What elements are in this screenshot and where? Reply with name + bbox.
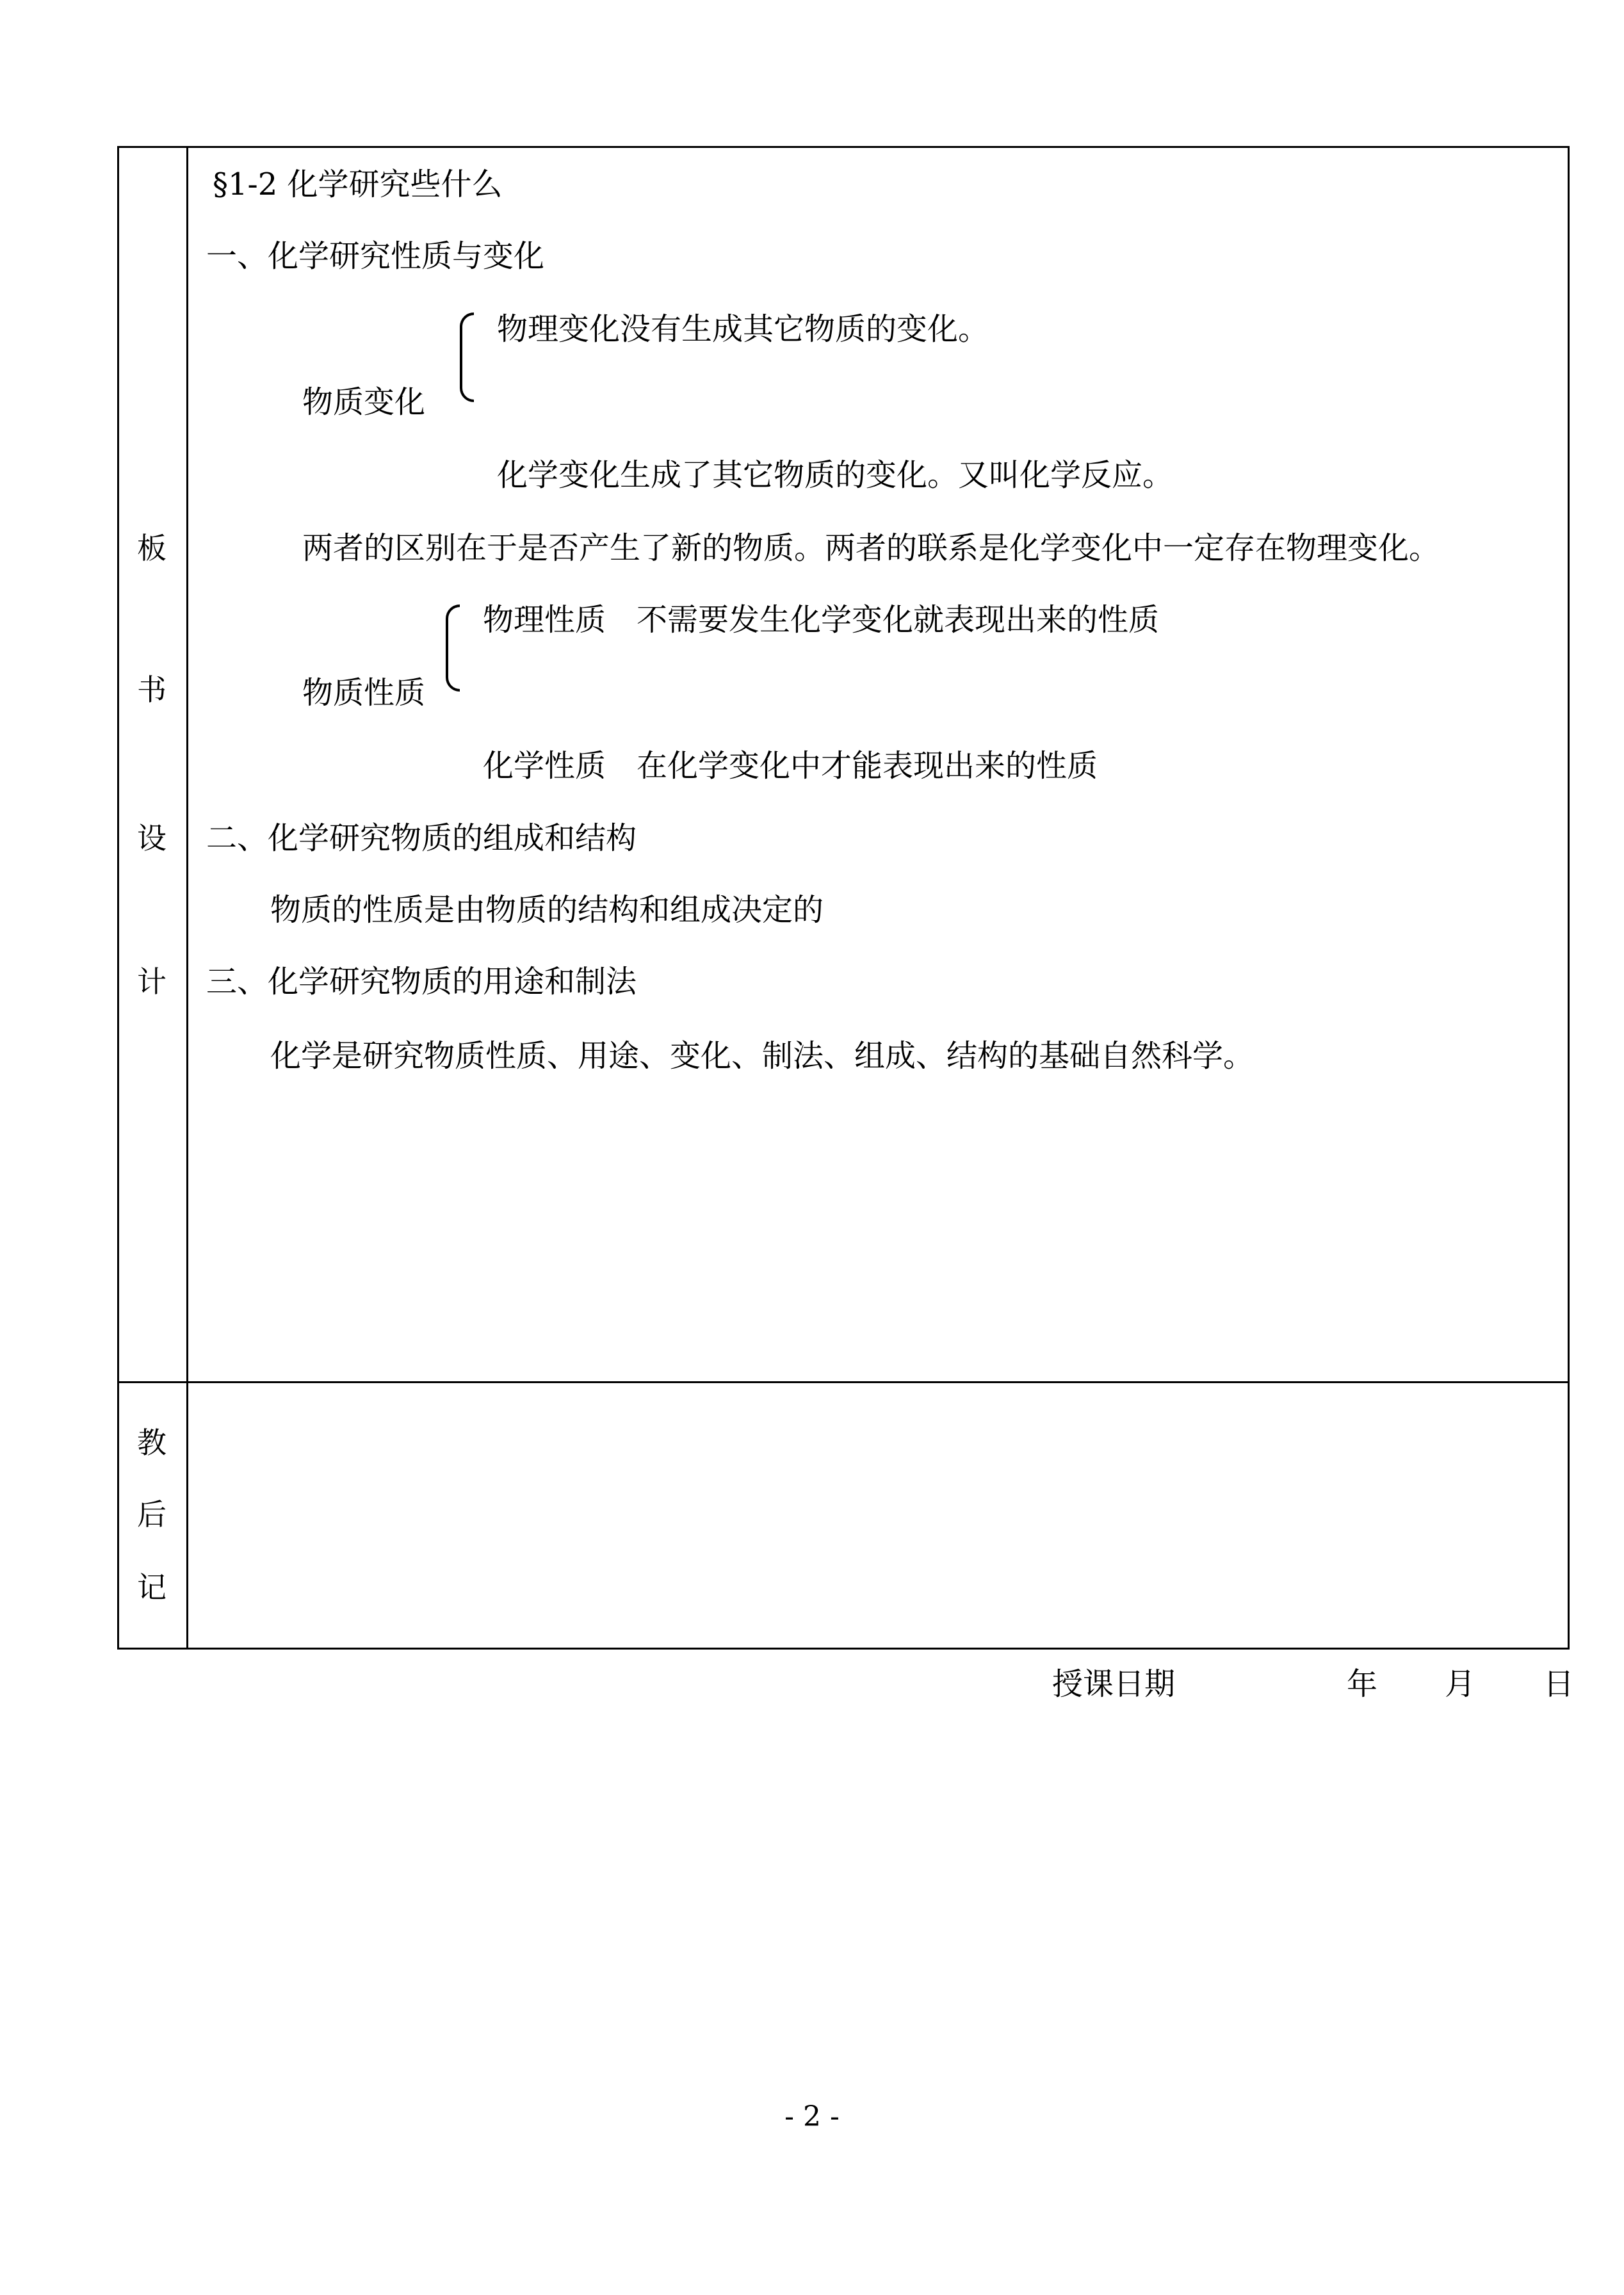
date-day: 日 xyxy=(1543,1666,1575,1702)
heading-1: 一、化学研究性质与变化 xyxy=(206,238,545,274)
date-year: 年 xyxy=(1347,1666,1378,1702)
date-month: 月 xyxy=(1445,1666,1476,1702)
change-brace-bottom xyxy=(460,362,474,402)
difference-text: 两者的区别在于是否产生了新的物质。两者的联系是化学变化中一定存在物理变化。 xyxy=(302,530,1440,566)
structure-text: 物质的性质是由物质的结构和组成决定的 xyxy=(270,892,824,928)
page-number: - 2 - xyxy=(784,2100,840,2133)
change-label: 物质变化 xyxy=(302,384,426,420)
table-row-divider xyxy=(117,1381,1570,1383)
property-brace-bottom xyxy=(446,652,460,692)
chemical-property-text: 化学性质 在化学变化中才能表现出来的性质 xyxy=(483,748,1098,784)
side-label-hou: 后 xyxy=(137,1497,166,1532)
side-label-ji: 计 xyxy=(137,964,166,999)
side-label-ban: 板 xyxy=(137,531,166,565)
physical-property-text: 物理性质 不需要发生化学变化就表现出来的性质 xyxy=(483,602,1160,638)
side-label-shu: 书 xyxy=(137,672,166,707)
change-brace-top xyxy=(460,312,474,364)
heading-2: 二、化学研究物质的组成和结构 xyxy=(206,820,637,856)
side-label-she: 设 xyxy=(137,821,166,856)
property-label: 物质性质 xyxy=(302,675,426,711)
date-label: 授课日期 xyxy=(1052,1666,1176,1702)
physical-change-text: 物理变化没有生成其它物质的变化。 xyxy=(497,311,989,347)
section-title: §1-2 化学研究些什么 xyxy=(213,166,503,202)
heading-3: 三、化学研究物质的用途和制法 xyxy=(206,964,637,1000)
side-label-ji2: 记 xyxy=(137,1570,166,1605)
summary-text: 化学是研究物质性质、用途、变化、制法、组成、结构的基础自然科学。 xyxy=(270,1038,1255,1074)
chemical-change-text: 化学变化生成了其它物质的变化。又叫化学反应。 xyxy=(497,457,1174,493)
property-brace-top xyxy=(446,604,460,653)
table-column-divider xyxy=(186,146,188,1650)
side-label-jiao: 教 xyxy=(137,1425,166,1460)
